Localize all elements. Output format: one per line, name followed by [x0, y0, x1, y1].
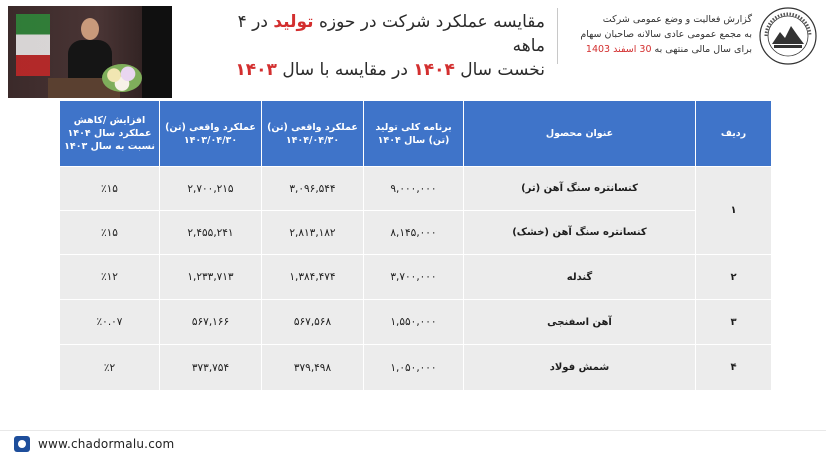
cell-change: ٪۲: [60, 345, 160, 391]
cell-actual-1404: ۳۷۹,۴۹۸: [262, 345, 364, 391]
company-logo-icon: [758, 6, 818, 66]
title-line1-highlight: تولید: [273, 12, 314, 32]
black-banner-image: [142, 6, 172, 98]
flowers-image: [102, 64, 142, 92]
title-line-2: [205, 58, 545, 82]
production-table: [59, 100, 772, 391]
title-line-1: [205, 10, 545, 58]
cell-actual-1404: ۵۶۷,۵۶۸: [262, 300, 364, 345]
cell-radif: ۳: [696, 300, 772, 345]
header-change: افزایش /کاهش عملکرد سال ۱۴۰۴ نسبت به سال ۱۴۰۳: [60, 101, 160, 167]
title-line2-middle: در مقایسه با سال: [282, 60, 408, 80]
header-divider: [557, 8, 558, 64]
cell-change: ٪۱۵: [60, 167, 160, 211]
table-row: [60, 167, 772, 211]
cell-plan: ۸,۱۴۵,۰۰۰: [364, 211, 464, 255]
speaker-head: [81, 18, 99, 40]
cell-radif: ۲: [696, 255, 772, 300]
cell-actual-1403: ۱,۲۳۳,۷۱۳: [160, 255, 262, 300]
title-line1-prefix: مقایسه عملکرد شرکت در حوزه: [318, 12, 545, 32]
cell-actual-1403: ۲,۴۵۵,۲۴۱: [160, 211, 262, 255]
flag-image: [16, 14, 50, 76]
cell-plan: ۹,۰۰۰,۰۰۰: [364, 167, 464, 211]
title-line2-prefix: نخست سال: [460, 60, 545, 80]
table-row: [60, 211, 772, 255]
cell-change: ٪۰.۰۷: [60, 300, 160, 345]
title-line2-year2: ۱۴۰۳: [235, 60, 277, 80]
slide-title: [205, 10, 545, 82]
cell-product-name: شمش فولاد: [464, 345, 696, 391]
report-line-1: گزارش فعالیت و وضع عمومی شرکت: [602, 14, 752, 25]
chadormalu-logo-icon: [14, 436, 30, 452]
cell-product-name: گندله: [464, 255, 696, 300]
table-row: [60, 345, 772, 391]
footer-divider: [0, 430, 826, 431]
cell-actual-1404: ۱,۳۸۴,۴۷۴: [262, 255, 364, 300]
cell-change: ٪۱۵: [60, 211, 160, 255]
speaker-video-inset: [8, 6, 172, 98]
header-product-name: عنوان محصول: [464, 101, 696, 167]
report-line3-suffix: اسفند 1403: [585, 44, 637, 55]
cell-change: ٪۱۲: [60, 255, 160, 300]
cell-product-name: کنسانتره سنگ آهن (خشک): [464, 211, 696, 255]
report-line3-day: 30: [639, 44, 652, 55]
cell-product-name: آهن اسفنجی: [464, 300, 696, 345]
cell-actual-1403: ۵۶۷,۱۶۶: [160, 300, 262, 345]
footer: [14, 434, 174, 454]
report-caption: [565, 12, 752, 57]
cell-plan: ۱,۵۵۰,۰۰۰: [364, 300, 464, 345]
report-line-2: به مجمع عمومی عادی سالانه صاحبان سهام: [580, 29, 752, 40]
cell-actual-1404: ۳,۰۹۶,۵۴۴: [262, 167, 364, 211]
header-radif: ردیف: [696, 101, 772, 167]
table-row: [60, 300, 772, 345]
table-header-row: [60, 101, 772, 167]
table-row: [60, 255, 772, 300]
title-line1-suffix: در ۴ ماهه: [237, 12, 545, 56]
cell-actual-1403: ۲,۷۰۰,۲۱۵: [160, 167, 262, 211]
report-line3-prefix: برای سال مالی منتهی به: [654, 44, 752, 55]
cell-actual-1404: ۲,۸۱۳,۱۸۲: [262, 211, 364, 255]
cell-plan: ۱,۰۵۰,۰۰۰: [364, 345, 464, 391]
cell-product-name: کنسانتره سنگ آهن (تر): [464, 167, 696, 211]
cell-plan: ۳,۷۰۰,۰۰۰: [364, 255, 464, 300]
title-line2-year1: ۱۴۰۴: [413, 60, 455, 80]
website-url[interactable]: www.chadormalu.com: [38, 437, 175, 451]
report-line-3: [565, 42, 752, 57]
cell-radif: ۱: [696, 167, 772, 255]
cell-actual-1403: ۳۷۳,۷۵۴: [160, 345, 262, 391]
header-actual-1404: عملکرد واقعی (تن) ۱۴۰۴/۰۴/۳۰: [262, 101, 364, 167]
cell-radif: ۴: [696, 345, 772, 391]
header-plan: برنامه کلی تولید (تن) سال ۱۴۰۴: [364, 101, 464, 167]
header-actual-1403: عملکرد واقعی (تن) ۱۴۰۳/۰۴/۳۰: [160, 101, 262, 167]
